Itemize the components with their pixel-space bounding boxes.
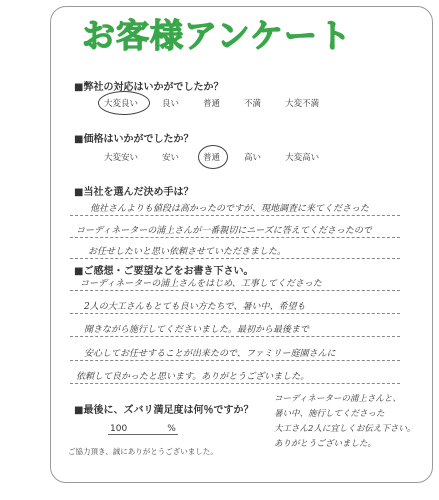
service-option-2: 良い [162,99,180,109]
side-note-line: 暑い中、施行してくださった [274,409,385,419]
price-option-2: 安い [162,153,180,163]
reason-answer-line: お任せしたいと思い依頼させていただきました。 [88,247,287,257]
service-option-label: 大変良い [104,99,139,109]
footer-thanks: ご協力頂き、誠にありがとうございました。 [68,447,218,456]
answer-line [70,290,400,291]
service-option-1 [104,97,138,109]
reason-answer-line: コーディネーターの浦上さんが一番親切にニーズに答えてくださったので [76,226,372,236]
feedback-answer-line: 聞きながら施行してくださいました。最初から最後まで [84,325,310,335]
answer-line [70,360,400,361]
price-option-4: 高い [244,153,262,163]
feedback-answer-line: 2人の大工さんもとても良い方たちで、暑い中、希望も [84,302,306,312]
question-satisfaction: ■最後に、ズバリ満足度は何％ですか？ [74,405,254,416]
side-note-line: コーディネーターの浦上さんと、 [274,394,401,404]
selected-circle [198,145,228,169]
question-feedback: ■ご感想・ご要望などをお書き下さい。 [74,266,254,277]
price-option-label: 普通 [203,153,221,163]
answer-line [70,258,400,259]
answer-line [70,383,400,384]
answer-line [70,215,400,216]
price-option-5: 大変高い [285,153,320,163]
side-note-line: ありがとうございました。 [274,439,377,449]
service-option-4: 不満 [244,99,262,109]
satisfaction-number: 100 [110,424,128,434]
reason-answer-line: 他社さんよりも値段は高かったのですが、現地調査に来てくださった [90,204,370,214]
side-note [274,392,424,452]
survey-title: お客様アンケート [81,16,353,55]
price-option-3 [203,151,220,163]
service-option-3: 普通 [203,99,221,109]
question-service: ■弊社の対応はいかがでしたか？ [74,82,224,93]
answer-line [70,237,400,238]
service-option-5: 大変不満 [285,99,320,109]
satisfaction-value [110,424,176,434]
selected-circle [98,91,150,115]
feedback-answer-line: 安心してお任せすることが出来たので、ファミリー庭園さんに [84,349,336,359]
side-note-line: 大工さん2人に宜しくお伝え下さい。 [274,424,416,434]
question-reason: ■当社を選んだ決め手は？ [74,187,194,198]
question-price: ■価格はいかがでしたか？ [74,134,194,145]
price-option-1: 大変安い [104,153,139,163]
answer-line [70,313,400,314]
service-options [104,97,319,109]
price-options [104,151,319,163]
feedback-answer-line: コーディネーターの浦上さんをはじめ、工事してくださった [80,279,322,289]
feedback-answer-line: 依頼して良かったと思います。ありがとうございました。 [76,372,310,382]
answer-line [70,336,400,337]
satisfaction-unit: % [167,424,176,434]
satisfaction-underline [108,434,178,435]
